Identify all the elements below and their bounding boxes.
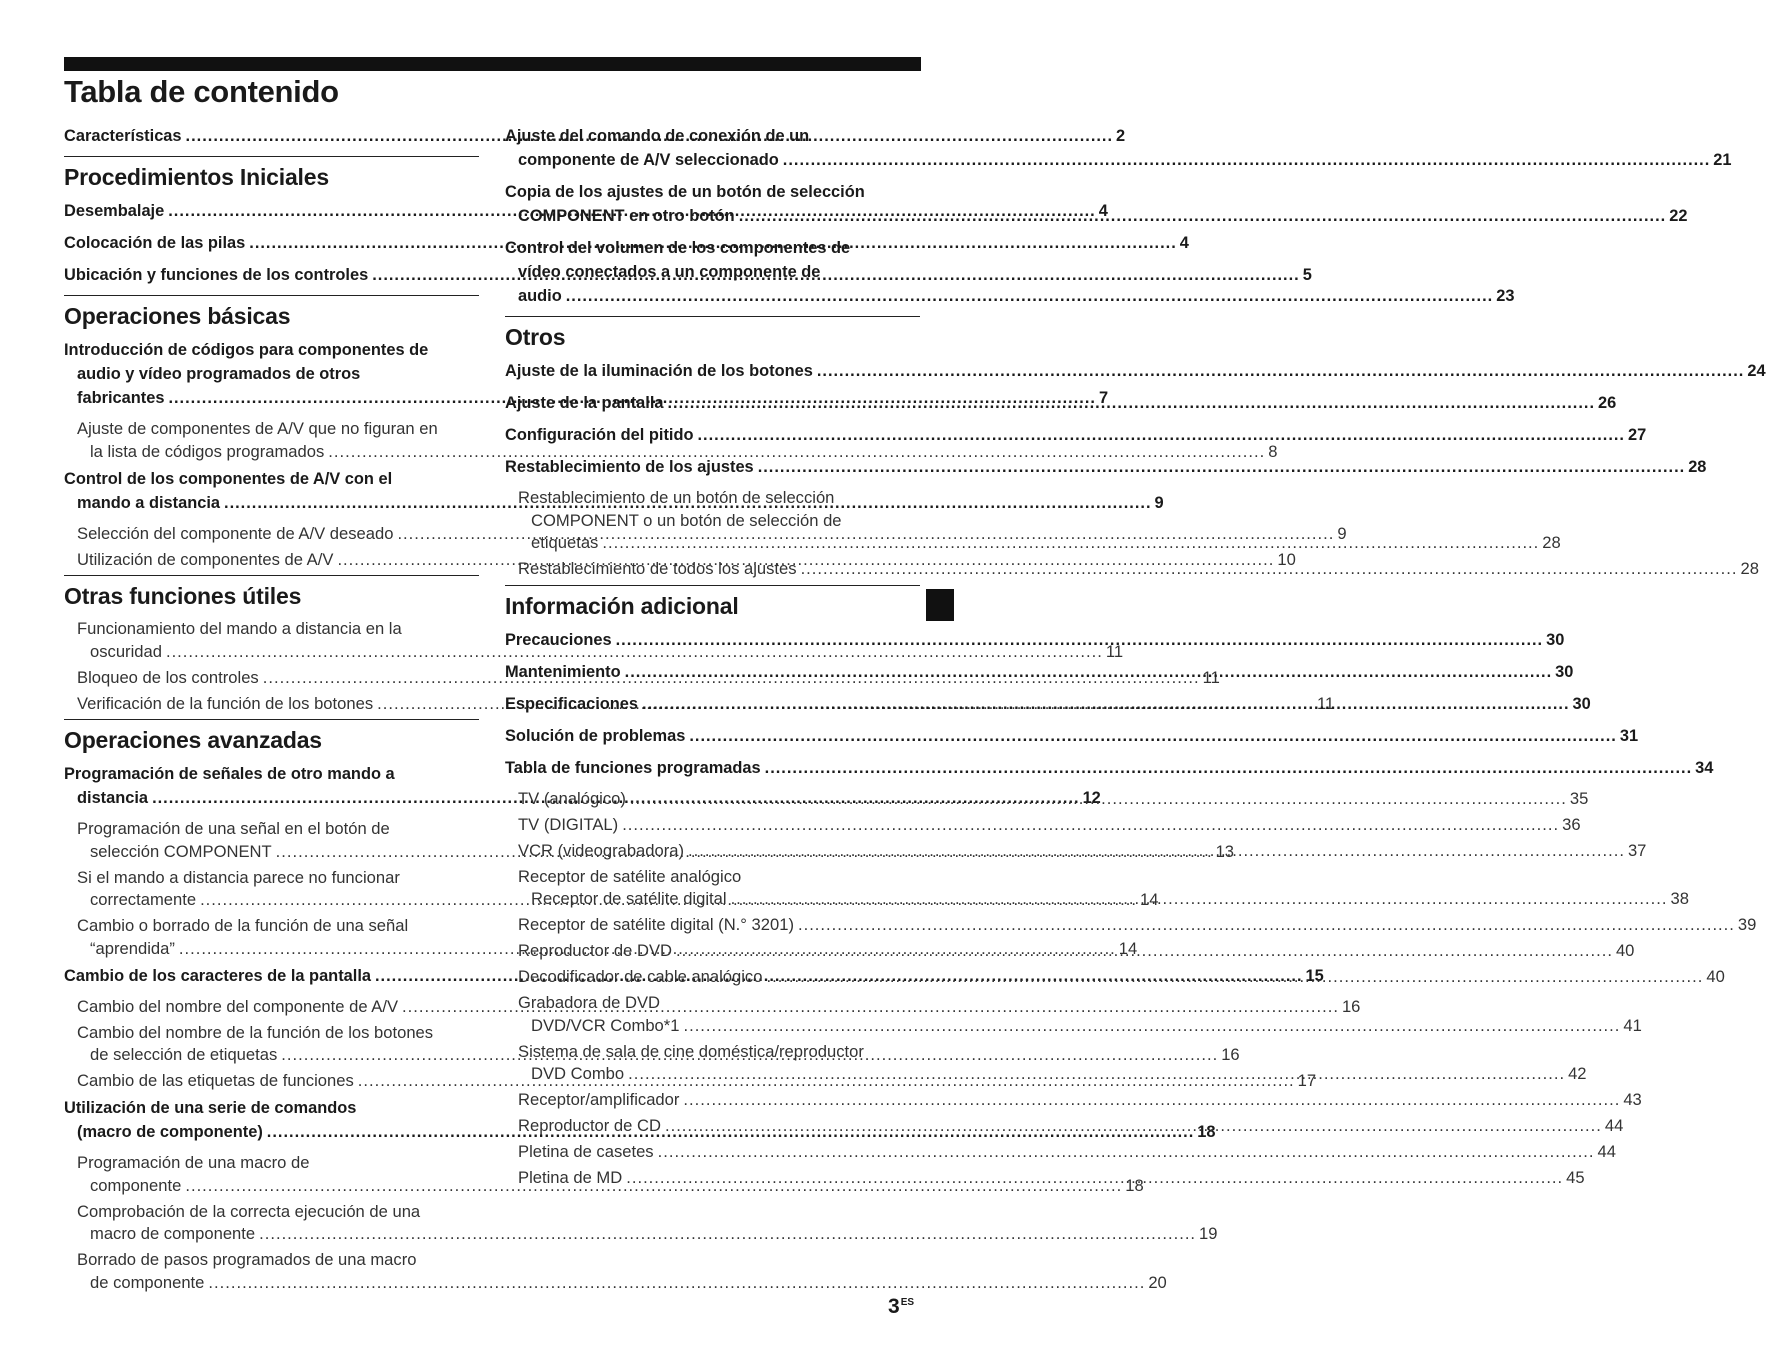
toc-entry[interactable] — [505, 724, 1639, 748]
dot-leader — [689, 727, 1617, 745]
toc-entry-lines — [505, 180, 1688, 228]
toc-entry-lines — [505, 724, 1639, 748]
toc-entry-lines — [505, 359, 1766, 383]
toc-entry-text: Control del volumen de los componentes de — [505, 239, 851, 257]
toc-page-number: 18 — [1125, 1175, 1144, 1195]
toc-entry-lines — [518, 1141, 1616, 1164]
toc-entry-text: Colocación de las pilas — [64, 234, 246, 252]
toc-page-number: 28 — [1740, 559, 1759, 578]
toc-page-number: 12 — [1082, 789, 1101, 807]
toc-entry-text: Selección del componente de A/V deseado — [77, 523, 394, 543]
toc-page-number: 5 — [1302, 266, 1312, 284]
toc-entry-text: Ubicación y funciones de los controles — [64, 266, 369, 284]
toc-entry-lines — [518, 914, 1757, 937]
dot-leader — [658, 1142, 1595, 1161]
toc-entry-text: Receptor de satélite digital (N.° 3201) — [518, 915, 794, 934]
toc-page-number: 17 — [1297, 1071, 1317, 1090]
toc-page-number: 40 — [1615, 941, 1635, 960]
toc-entry-lines — [505, 756, 1714, 780]
toc-page-number: 9 — [1154, 493, 1164, 512]
toc-entry-lines — [505, 124, 1732, 172]
dot-leader — [259, 1224, 1196, 1243]
toc-entry[interactable] — [505, 391, 1617, 415]
header-bar — [64, 57, 921, 71]
toc-entry-text: VCR (videograbadora) — [518, 840, 685, 860]
toc-page-number: 45 — [1566, 1168, 1585, 1187]
toc-entry[interactable] — [505, 124, 1732, 172]
toc-page-number: 31 — [1619, 726, 1639, 745]
toc-page-number: 23 — [1496, 287, 1515, 305]
page-title: Tabla de contenido — [64, 74, 339, 109]
toc-entry[interactable] — [505, 455, 1707, 479]
toc-page-number: 30 — [1546, 630, 1565, 649]
dot-leader — [676, 938, 1613, 960]
toc-entry-text: componente de A/V seleccionado — [518, 151, 779, 169]
toc-entry-last-line — [518, 1089, 1642, 1112]
dot-leader — [683, 1090, 1620, 1109]
toc-entry-lines — [77, 1249, 1167, 1294]
toc-entry-text: Decodificador de cable analógico — [518, 967, 763, 986]
toc-page-number: 36 — [1562, 814, 1581, 834]
toc-entry-text: Receptor de satélite analógico — [518, 866, 742, 886]
toc-entry-text: correctamente — [90, 890, 197, 909]
toc-entry-last-line — [505, 391, 1617, 415]
toc-entry-text: distancia — [77, 789, 149, 807]
toc-page-number: 43 — [1623, 1090, 1642, 1109]
section-divider — [64, 575, 479, 576]
dot-leader — [697, 426, 1625, 444]
toc-entry-text: Pletina de MD — [518, 1168, 623, 1187]
page-number-suffix: ES — [900, 1297, 915, 1308]
toc-entry-text: Solución de problemas — [505, 726, 686, 745]
section-heading: Otras funciones útiles — [64, 583, 302, 609]
toc-page-number: 21 — [1713, 151, 1732, 169]
toc-page-number: 44 — [1604, 1116, 1624, 1135]
toc-entry-text: etiquetas — [531, 533, 599, 552]
toc-entry-lines — [518, 814, 1581, 837]
toc-entry-text: Desembalaje — [64, 202, 165, 220]
toc-page-number: 39 — [1737, 915, 1757, 934]
toc-subentry[interactable] — [77, 1201, 1218, 1246]
dot-leader — [602, 533, 1539, 552]
dot-leader — [765, 759, 1693, 777]
toc-page-number: 41 — [1623, 1015, 1642, 1035]
toc-entry-text: Programación de una señal en el botón de — [77, 819, 390, 838]
toc-entry-text: Receptor de satélite digital — [531, 889, 727, 908]
toc-entry-text: mando a distancia — [77, 493, 221, 512]
toc-entry-text: Restablecimiento de todos los ajustes — [518, 559, 797, 578]
toc-entry-text: Restablecimiento de los ajustes — [505, 458, 754, 476]
toc-page-number: 28 — [1542, 533, 1561, 552]
toc-page-number: 11 — [1105, 641, 1124, 661]
toc-entry-text: Cambio del nombre de la función de los botones — [77, 1022, 434, 1042]
toc-entry-lines — [518, 487, 1561, 555]
page-number-value: 3 — [888, 1295, 900, 1318]
toc-entry-text: (macro de componente) — [77, 1123, 263, 1141]
toc-entry-lines — [505, 236, 1515, 308]
toc-entry-lines — [505, 391, 1617, 415]
section-divider — [64, 156, 479, 157]
toc-entry[interactable] — [505, 180, 1688, 228]
toc-entry-last-line — [505, 455, 1707, 479]
toc-entry-lines — [518, 1089, 1642, 1112]
toc-subentry[interactable] — [518, 1089, 1642, 1112]
toc-entry-text: Cambio de los caracteres de la pantalla — [64, 966, 371, 985]
section-heading: Procedimientos Iniciales — [64, 164, 329, 190]
toc-entry-text: Ajuste de la iluminación de los botones — [505, 362, 813, 380]
dot-leader — [801, 559, 1738, 578]
toc-subentry[interactable] — [77, 1249, 1167, 1294]
toc-page-number: 38 — [1670, 889, 1689, 908]
toc-entry-text: Cambio de las etiquetas de funciones — [77, 1071, 354, 1090]
toc-entry-text: Funcionamiento del mando a distancia en la — [77, 619, 402, 638]
toc-page-number: 11 — [1317, 693, 1335, 713]
toc-page-number: 4 — [1098, 202, 1108, 220]
toc-entry-text: componente — [90, 1175, 182, 1195]
dot-leader — [622, 815, 1559, 834]
toc-page-number: 42 — [1568, 1064, 1587, 1083]
toc-entry-text: Ajuste de componentes de A/V que no figuran en — [77, 419, 438, 438]
section-divider — [505, 585, 920, 586]
toc-entry-last-line — [505, 204, 1688, 228]
toc-entry-last-line — [505, 756, 1714, 780]
toc-entry-text: Control de los componentes de A/V con el — [64, 469, 393, 488]
dot-leader — [626, 1168, 1563, 1187]
toc-page-number: 16 — [1221, 1045, 1240, 1064]
toc-entry-last-line — [518, 814, 1581, 837]
toc-page-number: 7 — [1098, 389, 1109, 407]
toc-entry-last-line — [518, 914, 1757, 937]
toc-page-number: 16 — [1341, 996, 1361, 1016]
toc-page-number: 27 — [1627, 426, 1647, 444]
toc-entry[interactable] — [505, 756, 1714, 780]
toc-page-number: 19 — [1199, 1224, 1218, 1243]
toc-entry-text: Reproductor de CD — [518, 1116, 661, 1135]
dot-leader — [566, 287, 1494, 305]
toc-entry-last-line — [505, 359, 1766, 383]
toc-entry-text: Características — [64, 127, 182, 145]
toc-entry-text: vídeo conectados a un componente de — [518, 263, 821, 281]
toc-entry-lines — [505, 423, 1647, 447]
toc-entry-text: selección COMPONENT — [90, 841, 272, 861]
toc-entry-text: Cambio del nombre del componente de A/V — [77, 996, 399, 1016]
toc-entry[interactable] — [505, 359, 1766, 383]
section-divider — [64, 295, 479, 296]
dot-leader — [668, 394, 1596, 412]
toc-page-number: 26 — [1598, 394, 1617, 412]
dot-leader — [798, 915, 1735, 934]
toc-entry-text: Especificaciones — [505, 694, 639, 713]
toc-entry-text: oscuridad — [90, 641, 162, 661]
dot-leader — [739, 207, 1667, 225]
toc-entry-last-line — [77, 441, 1278, 464]
toc-subentry[interactable] — [518, 1141, 1616, 1164]
toc-page-number: 14 — [1139, 890, 1159, 909]
toc-page-number: 8 — [1268, 441, 1278, 461]
toc-entry-last-line — [505, 724, 1639, 748]
dot-leader — [683, 1016, 1620, 1035]
toc-page-number: 9 — [1337, 523, 1347, 543]
toc-page-number: 35 — [1569, 788, 1589, 808]
toc-page-number: 34 — [1695, 758, 1714, 777]
toc-entry-last-line — [77, 1223, 1218, 1246]
toc-entry-last-line — [505, 423, 1647, 447]
toc-entry-text: Programación de una macro de — [77, 1153, 310, 1172]
toc-entry-text: Grabadora de DVD — [518, 993, 661, 1012]
toc-entry-text: Receptor/amplificador — [518, 1090, 680, 1109]
toc-entry-last-line — [518, 532, 1561, 555]
toc-entry-text: Pletina de casetes — [518, 1142, 654, 1161]
section-divider — [64, 719, 479, 720]
toc-entry-text: Restablecimiento de un botón de selección — [518, 488, 835, 507]
dot-leader — [758, 458, 1686, 476]
section-divider — [505, 316, 920, 317]
toc-entry-text: Borrado de pasos programados de una macro — [77, 1250, 417, 1269]
toc-entry-text: COMPONENT o un botón de selección de — [531, 510, 842, 530]
dot-leader — [208, 1273, 1145, 1292]
toc-subentry[interactable] — [518, 814, 1581, 837]
dot-leader — [783, 151, 1711, 169]
toc-entry-text: Utilización de componentes de A/V — [77, 549, 334, 569]
dot-leader — [688, 841, 1625, 860]
toc-entry-text: Tabla de funciones programadas — [505, 758, 761, 777]
toc-entry-text: de selección de etiquetas — [90, 1045, 278, 1064]
toc-entry-text: “aprendida” — [90, 938, 175, 958]
toc-entry-text: la lista de códigos programados — [90, 441, 325, 461]
toc-page-number: 11 — [1202, 667, 1220, 687]
toc-entry-lines — [77, 1201, 1218, 1246]
toc-entry-text: Ajuste de la pantalla — [505, 394, 664, 412]
dot-leader — [731, 889, 1668, 908]
toc-page-number: 10 — [1277, 549, 1296, 569]
toc-entry-text: Bloqueo de los controles — [77, 667, 259, 687]
dot-leader — [616, 631, 1544, 649]
toc-entry-last-line — [505, 148, 1732, 172]
toc-entry-text: DVD/VCR Combo*1 — [531, 1015, 680, 1035]
toc-entry-text: Introducción de códigos para componentes de — [64, 341, 429, 359]
toc-page-number: 24 — [1747, 362, 1766, 380]
toc-entry-text: Verificación de la función de los botones — [77, 693, 374, 713]
toc-page-number: 22 — [1669, 207, 1688, 225]
section-heading: Otros — [505, 324, 566, 350]
toc-entry-text: Comprobación de la correcta ejecución de una — [77, 1201, 421, 1221]
toc-entry-text: Utilización de una serie de comandos — [64, 1099, 357, 1117]
section-tab-marker — [926, 589, 954, 621]
toc-entry-text: Mantenimiento — [505, 662, 621, 681]
toc-page-number: 28 — [1688, 458, 1707, 476]
toc-entry-last-line — [518, 1141, 1616, 1164]
toc-entry-text: Si el mando a distancia parece no funcionar — [77, 867, 400, 887]
page-number — [888, 1295, 914, 1319]
toc-page-number: 30 — [1555, 662, 1574, 681]
section-heading: Operaciones básicas — [64, 303, 291, 329]
toc-entry-last-line — [518, 1015, 1642, 1038]
toc-entry-last-line — [77, 641, 1124, 664]
toc-page-number: 2 — [1116, 127, 1126, 145]
toc-entry-text: audio — [518, 287, 562, 305]
toc-entry-text: fabricantes — [77, 389, 165, 407]
toc-entry-lines — [505, 455, 1707, 479]
toc-entry-text: Programación de señales de otro mando a — [64, 765, 395, 783]
dot-leader — [642, 695, 1570, 713]
toc-entry-text: DVD Combo — [531, 1064, 625, 1083]
toc-entry-text: Ajuste del comando de conexión de un — [505, 127, 810, 145]
toc-entry-text: Sistema de sala de cine doméstica/reproductor — [518, 1041, 864, 1061]
dot-leader — [625, 663, 1553, 681]
toc-subentry[interactable] — [518, 487, 1561, 555]
toc-entry-text: Configuración del pitido — [505, 426, 694, 444]
toc-entry[interactable] — [505, 423, 1647, 447]
section-heading: Operaciones avanzadas — [64, 727, 322, 753]
toc-entry-text: Precauciones — [505, 630, 612, 649]
toc-subentry[interactable] — [518, 914, 1757, 937]
dot-leader — [665, 1116, 1602, 1135]
toc-entry-text: Copia de los ajustes de un botón de selección — [505, 183, 865, 201]
dot-leader — [630, 789, 1567, 808]
toc-page-number: 40 — [1706, 967, 1725, 986]
toc-entry-text: TV (DIGITAL) — [518, 814, 619, 834]
toc-page-number: 18 — [1197, 1123, 1216, 1141]
toc-entry-text: macro de componente — [90, 1224, 256, 1243]
toc-page-number: 37 — [1627, 840, 1647, 860]
toc-entry-last-line — [505, 284, 1515, 308]
toc-page-number: 30 — [1572, 694, 1591, 713]
toc-entry-text: Reproductor de DVD — [518, 941, 673, 960]
dot-leader — [628, 1064, 1565, 1083]
toc-page-number: 13 — [1215, 841, 1235, 861]
toc-entry[interactable] — [505, 236, 1515, 308]
toc-entry-text: audio y vídeo programados de otros — [77, 365, 361, 383]
toc-page-number: 14 — [1118, 938, 1138, 958]
dot-leader — [766, 967, 1703, 986]
section-heading: Información adicional — [505, 592, 739, 619]
toc-entry-last-line — [77, 1272, 1167, 1295]
toc-page-number: 4 — [1179, 234, 1189, 252]
toc-page-number: 44 — [1597, 1142, 1616, 1161]
toc-entry-text: TV (analógico) — [518, 788, 626, 808]
toc-entry-text: de componente — [90, 1272, 205, 1292]
toc-entry-text: Cambio o borrado de la función de una señal — [77, 916, 409, 935]
dot-leader — [817, 362, 1745, 380]
toc-page-number: 15 — [1305, 966, 1324, 985]
toc-page-number: 20 — [1148, 1272, 1167, 1292]
toc-entry-text: COMPONENT en otro botón — [518, 207, 735, 225]
